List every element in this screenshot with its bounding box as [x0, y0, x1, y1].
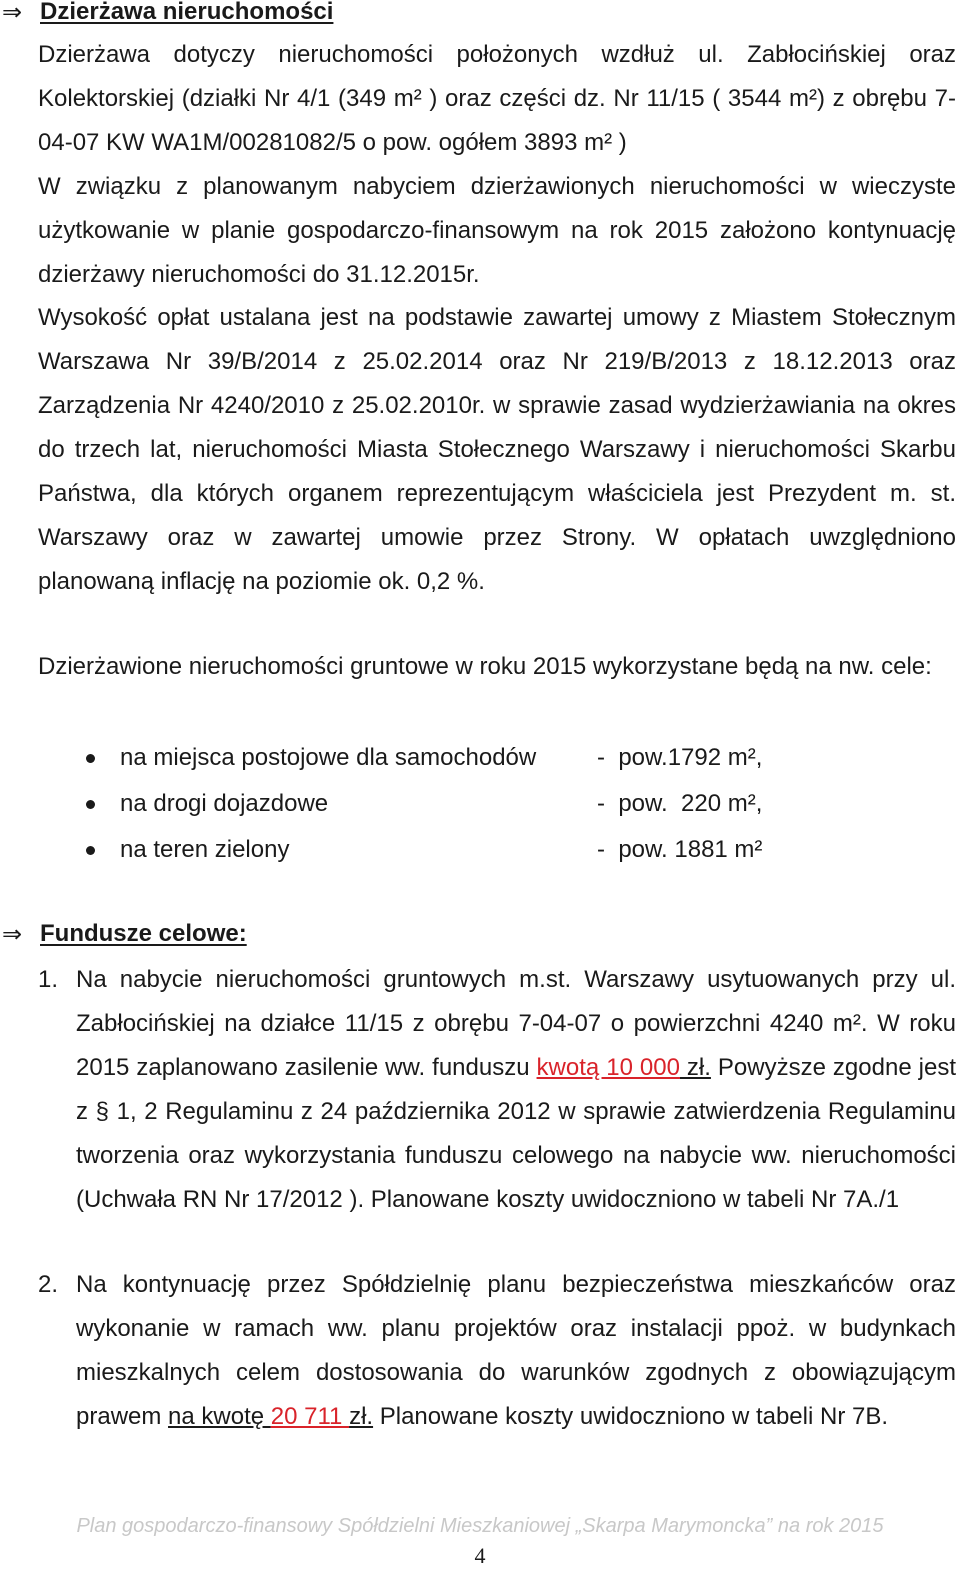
page-footer: Plan gospodarczo-finansowy Spółdzielni Mieszkaniowej „Skarpa Marymoncka” na rok 2015 — [76, 1515, 884, 1537]
bullet-icon — [86, 754, 95, 763]
currency-unit: zł. — [349, 1403, 374, 1430]
land-use-label: na teren zielony — [120, 836, 290, 863]
land-use-list — [0, 735, 960, 873]
land-use-area: - pow.1792 m², — [597, 744, 763, 771]
land-use-label: na miejsca postojowe dla samochodów — [120, 744, 537, 771]
lease-paragraph-2: W związku z planowanym nabyciem dzierżawionych nieruchomości w wieczyste użytkowanie w planie gospodarczo-finansowym na rok 2015 założono kontynuację dzierżawy nieruchomości do 31.12.2015r. — [38, 173, 956, 288]
section-heading-lease — [0, 0, 333, 26]
fund-item-text-a: Na kontynuację przez Spółdzielnię planu bezpieczeństwa mieszkańców oraz wykonanie w ramach ww. planu projektów oraz instalacji ppoż. w budynkach mieszkalnych celem dostosowania do warunków zgodnych z obowiązującym prawem — [76, 1271, 956, 1430]
list-item — [0, 827, 960, 873]
bullet-icon — [86, 846, 95, 855]
bullet-icon — [86, 800, 95, 809]
amount-lead: na kwotę — [168, 1403, 271, 1430]
page-number: 4 — [474, 1543, 486, 1568]
lease-paragraph-4: Dzierżawione nieruchomości gruntowe w roku 2015 wykorzystane będą na nw. cele: — [38, 653, 932, 680]
fund-amount: kwotą 10 000 — [536, 1054, 680, 1081]
section-heading-funds — [0, 920, 247, 948]
arrow-right-icon: ⇒ — [2, 920, 23, 948]
fund-item-text-b: Planowane koszty uwidoczniono w tabeli Nr 7B. — [373, 1403, 888, 1430]
currency-unit: zł. — [679, 1054, 711, 1081]
lease-paragraph-3: Wysokość opłat ustalana jest na podstawie zawartej umowy z Miastem Stołecznym Warszawa Nr 39/B/2014 z 25.02.2014 oraz Nr 219/B/2013 z 18.12.2013 oraz Zarządzenia Nr 4240/2010 z 25.02.2010r. w sprawie zasad wydzierżawiania na okres do trzech lat, nieruchomości Miasta Stołecznego Warszawy i nieruchomości Skarbu Państwa, dla których organem reprezentującym właściciela jest Prezydent m. st. Warszawy oraz w zawartej umowie przez Strony. W opłatach uwzględniono planowaną inflację na poziomie ok. 0,2 %. — [38, 304, 956, 595]
fund-item-text — [76, 958, 956, 1222]
list-item — [0, 735, 960, 781]
item-number: 1. — [38, 966, 59, 993]
fund-amount: 20 711 — [270, 1403, 350, 1430]
list-item — [0, 781, 960, 827]
section-title-funds: Fundusze celowe: — [40, 920, 247, 947]
land-use-label: na drogi dojazdowe — [120, 790, 329, 817]
fund-item-text-a: Na nabycie nieruchomości gruntowych m.st. Warszawy usytuowanych przy ul. Zabłocińskiej na działce 11/15 z obrębu 7-04-07 o powierzchni 4240 m². W roku 2015 zaplanowano zasilenie ww. funduszu — [76, 966, 956, 1081]
fund-item-text-b: Powyższe zgodne jest z § 1, 2 Regulaminu z 24 października 2012 w sprawie zatwierdzenia Regulaminu tworzenia oraz wykorzystania funduszu celowego na nabycie ww. nieruchomości (Uchwała RN Nr 17/2012 ). Planowane koszty uwidoczniono w tabeli Nr 7A./1 — [76, 1054, 956, 1213]
section-title-lease: Dzierżawa nieruchomości — [40, 0, 334, 25]
arrow-right-icon: ⇒ — [2, 0, 23, 26]
item-number: 2. — [38, 1271, 59, 1298]
land-use-area: - pow. 220 m², — [597, 790, 763, 817]
land-use-area: - pow. 1881 m² — [597, 836, 763, 863]
fund-item-text — [76, 1263, 956, 1439]
lease-paragraph-1: Dzierżawa dotyczy nieruchomości położonych wzdłuż ul. Zabłocińskiej oraz Kolektorskiej (działki Nr 4/1 (349 m² ) oraz części dz. Nr 11/15 ( 3544 m²) z obrębu 7-04-07 KW WA1M/00281082/5 o pow. ogółem 3893 m² ) — [38, 41, 956, 156]
